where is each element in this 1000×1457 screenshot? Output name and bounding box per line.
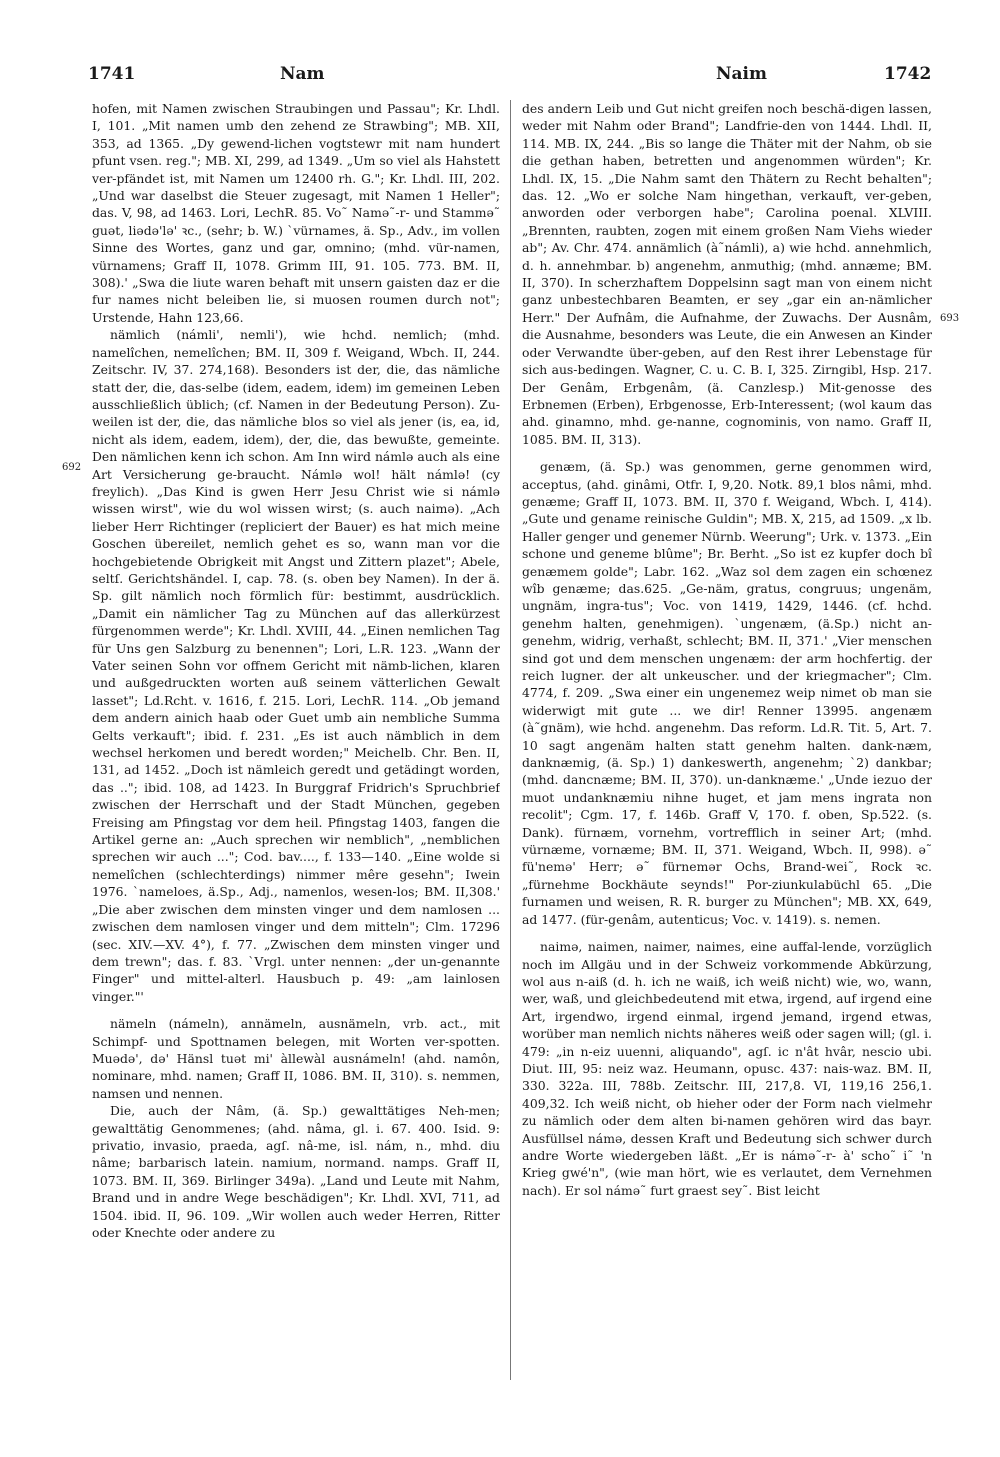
margin-column-number-left: 692 bbox=[62, 462, 82, 473]
right-page-number: 1742 bbox=[884, 64, 932, 84]
right-running-head: Naim bbox=[716, 64, 767, 84]
entry-paragraph: nämlich (námli', nemli'), wie hchd. nemlich; (mhd. namelîchen, nemelîchen; BM. II, 309 f. Weigand, Wbch. II, 244. Zeitschr. IV, 37. 274,168). Besonders ist der, die, das nämliche statt der, die, das-selbe (idem, eadem, idem) im gemeinen Leben ausschließlich üblich; (cf. Namen in der Bedeutung Person). Zu-weilen ist der, die, das nämliche blos so viel als jener (is, ea, id, nicht als idem, eadem, idem), der, die, das bewußte, gemeinte. Den nämlichen kenn ich schon. Am Inn wird námlə auch als eine Art Versicherung ge-braucht. Námlə wol! hält námlə! (cy freylich). „Das Kind is gwen Herr Jesu Christ wie si námlə wissen wirst", wie du wol wissen wirst; (s. auch naimə). „Ach lieber Herr Richtinger (repliciert der Bauer) es hat mich meine Goschen übereilet, nemlich gehet es so, wann man vor die hochgebietende Obrigkeit mit Angst und Zittern plazet"; Abele, seltſ. Gerichtshändel. I, cap. 78. (s. oben bey Namen). In der ä. Sp. gilt nämlich noch förmlich für: bestimmt, ausdrücklich. „Damit ein nämlicher Tag zu München auf das allerkürzest fürgenommen werde"; Kr. Lhdl. XVIII, 44. „Einen nemlichen Tag für Uns gen Salzburg zu benennen"; Lori, L.R. 123. „Wann der Vater seinen Sohn vor offnem Gericht mit nämb-lichen, klaren und außgedruckten worten auß seinem vätterlichen Gewalt lasset"; Ld.Rcht. v. 1616, f. 215. Lori, LechR. 114. „Ob jemand dem andern ainich haab oder Guet umb ain nembliche Summa Gelts verkauft"; ibid. f. 231. „Es ist auch nämblich in dem wechsel herkomen und beredt worden;" Meichelb. Chr. Ben. II, 131, ad 1452. „Doch ist nämleich geredt und getädingt worden, das .."; ibid. 108, ad 1423. In Burggraf Fridrich's Spruchbrief zwischen der Herrschaft und der Stadt München, gegeben Freising am Pfingstag vor dem heil. Pfingstag 1403, fangen die Artikel gerne an: „Auch sprechen wir nemblich", „nemblichen sprechen wir auch ..."; Cod. bav...., f. 133—140. „Eine wolde si nemelîchen (schlechterdings) nimmer mêre gesehn"; Iwein 1976. `nameloes, ä.Sp., Adj., namenlos, wesen-los; BM. II,308.' „Die aber zwischen dem minsten vinger und dem namlosen ... zwischen dem namlosen vinger und dem mitteln"; Clm. 17296 (sec. XIV.—XV. 4°), f. 77. „Zwischen dem minsten vinger und dem trewn"; das. f. 83. `Vrgl. unter nennen: „der un-genannte Finger" und mittel-alterl. Hausbuch p. 49: „am lainlosen vinger."' bbox=[92, 327, 500, 1004]
entry-paragraph: genæm, (ä. Sp.) was genommen, gerne genommen wird, acceptus, (ahd. ginâmi, Otfr. I, 9,20. Notk. 89,1 blos nâmi, mhd. genæme; Graff II, 1073. BM. II, 370 f. Weigand, Wbch. I, 414). „Gute und gename reinische Guldin"; MB. X, 215, ad 1509. „x lb. Haller genger und genemer Nürnb. Weerung"; Urk. v. 1373. „Ein schone und geneme blûme"; Br. Berht. „So ist ez kupfer doch bî genæmem golde"; Labr. 162. „Waz sol dem zagen ein schœnez wîb genæme; das.625. „Ge-näm, gratus, congruus; ungenäm, ungnäm, ingra-tus"; Voc. von 1419, 1429, 1446. (cf. hchd. genehm halten, genehmigen). `ungenæm, (ä.Sp.) nicht an-genehm, widrig, verhaßt, schlecht; BM. II, 371.' „Vier menschen sind got und dem menschen ungenæm: der arm hochfertig. der reich lugner. der alt unkeuscher. und der kriegmacher"; Clm. 4774, f. 209. „Swa einer ein ungenemez weip nimet ob man sie widerwigt mit gute ... we dir! Renner 13995. angenæm (à˜gnäm), wie hchd. angenehm. Das reform. Ld.R. Tit. 5, Art. 7. 10 sagt angenäm halten statt genehm halten. dank-næm, danknæmig, (ä. Sp.) 1) dankeswerth, angenehm; `2) dankbar; (mhd. dancnæme; BM. II, 370). un-danknæme.' „Unde iezuo der muot undanknæmiu nihne huget, et jam mens ingrata non recolit"; Cgm. 17, f. 146b. Graff V, 170. f. oben, Sp.522. (s. Dank). fürnæm, vornehm, vortrefflich in seiner Art; (mhd. vürnæme, vornæme; BM. II, 371. Weigand, Wbch. II, 998). ə˜ fü'nemə' Herr; ə˜ fürnemər Ochs, Brand-wei˜, Rock ꝛc. „fürnehme Bockhäute seynds!" Por-ziunkulabüchl 65. „Die furnamen und weisen, R. R. burger zu München"; MB. XX, 649, ad 1477. (für-genâm, autenticus; Voc. v. 1419). s. nemen. bbox=[522, 459, 932, 927]
column-divider bbox=[510, 100, 511, 1380]
left-text-column bbox=[92, 100, 500, 1390]
entry-paragraph: des andern Leib und Gut nicht greifen noch beschä-digen lassen, weder mit Nahm oder Brand"; Landfrie-den von 1444. Lhdl. II, 114. MB. IX, 244. „Bis so lange die Thäter mit der Nahm, ob sie die gethan haben, betretten und angenommen würden"; Kr. Lhdl. IX, 15. „Die Nahm samt den Thätern zu Recht behalten"; das. 12. „Wo er solche Nam hingethan, verkauft, ver-geben, anworden oder verborgen habe"; Carolina poenal. XLVIII. „Brennten, raubten, zogen mit einem großen Nam Viehs wieder ab"; Av. Chr. 474. annämlich (à˜námli), a) wie hchd. annehmlich, d. h. annehmbar. b) angenehm, anmuthig; (mhd. annæme; BM. II, 370). In scherzhaftem Doppelsinn sagt man von einem nicht ganz unbestechbaren Beamten, er sey „gar ein an-nämlicher Herr." Der Aufnâm, die Aufnahme, der Zuwachs. Der Ausnâm, die Ausnahme, besonders was Leute, die ein Anwesen an Kinder oder Verwandte über-geben, auf den Rest ihrer Lebenstage für sich aus-bedingen. Wagner, C. u. C. B. I, 325. Zirngibl, Hsp. 217. Der Genâm, Erbgenâm, (ä. Canzlesp.) Mit-genosse des Erbnemen (Erben), Erbgenosse, Erb-Interessent; (wol kaum das ahd. ginamno, mhd. ge-nanne, cognominis, von namo. Graff II, 1085. BM. II, 313). bbox=[522, 101, 932, 447]
entry-paragraph: nämeln (námeln), annämeln, ausnämeln, vrb. act., mit Schimpf- und Spottnamen belegen, mit Worten ver-spotten. Muədə', də' Hänsl tuət mi' àllewàl ausnámeln! (ahd. namôn, nominare, mhd. namen; Graff II, 1086. BM. II, 310). s. nemmen, namsen und nennen. bbox=[92, 1016, 500, 1101]
right-text-column bbox=[522, 100, 932, 1390]
entry-paragraph: naimə, naimen, naimer, naimes, eine auffal-lende, vorzüglich noch im Allgäu und in der Schweiz vorkommende Abkürzung, wol aus n-aiß (d. h. ich ne waiß, ich weiß nicht) wie, wo, wann, wer, waß, und gleichbedeutend mit etwa, irgend, auf irgend eine Art, irgendwo, irgend einmal, irgend jemand, irgend etwas, worüber man nemlich nichts näheres weiß oder sagen will; (gl. i. 479: „in n-eiz uuenni, aliquando", agſ. ic n'ât hvâr, nescio ubi. Diut. III, 95: neiz waz. Heumann, opusc. 437: nais-waz. BM. II, 330. 322a. III, 788b. Zeitschr. III, 217,8. VI, 119,16 256,1. 409,32. Ich weiß nicht, ob hieher oder der Form nach vielmehr zu nämlich oder dem alten bi-namen gehören wird das bayr. Ausfüllsel námə, dessen Kraft und Bedeutung sich schwer durch andre Worte wiedergeben läßt. „Er is námə˜-r- à' scho˜ i˜ 'n Krieg gwé'n", (wie man hört, wie es verlautet, dem Vernehmen nach). Er sol námə˜ furt graest sey˜. Bist leicht bbox=[522, 939, 932, 1198]
entry-paragraph: Die, auch der Nâm, (ä. Sp.) gewalttätiges Neh-men; gewalttätig Genommenes; (ahd. nâma, gl. i. 67. 400. Isid. 9: privatio, invasio, praeda, agſ. nâ-me, isl. nám, n., mhd. diu nâme; barbarisch latein. namium, normand. namps. Graff II, 1073. BM. II, 369. Birlinger 349a). „Land und Leute mit Nahm, Brand und in andre Wege beschädigen"; Kr. Lhdl. XVI, 711, ad 1504. ibid. II, 96. 109. „Wir wollen auch weder Herren, Ritter oder Knechte oder andere zu bbox=[92, 1103, 500, 1240]
margin-column-number-right: 693 bbox=[940, 313, 960, 324]
left-running-head: Nam bbox=[280, 64, 325, 84]
entry-paragraph: hofen, mit Namen zwischen Straubingen und Passau"; Kr. Lhdl. I, 101. „Mit namen umb den zehend ze Strawbing"; MB. XII, 353, ad 1365. „Dy gewend-lichen vogtstewr mit nam hundert pfunt vsen. reg."; MB. XI, 299, ad 1349. „Um so viel als Hahstett ver-pfändet ist, mit Namen um 12400 rh. G."; Kr. Lhdl. III, 202. „Und war daselbst die Steuer zugesagt, mit Namen 1 Heller"; das. V, 98, ad 1463. Lori, LechR. 85. Vo˜ Namə˜-r- und Stammə˜ guət, liədə'lə' ꝛc., (sehr; b. W.) `vürnames, ä. Sp., Adv., im vollen Sinne des Wortes, ganz und gar, omnino; (mhd. vür-namen, vürnamens; Graff II, 1078. Grimm III, 91. 105. 773. BM. II, 308).' „Swa die liute waren behaft mit unsern gaisten daz er die fur names nicht beleiben lie, si muosen roumen durch not"; Urstende, Hahn 123,66. bbox=[92, 101, 500, 325]
left-page-number: 1741 bbox=[88, 64, 136, 84]
